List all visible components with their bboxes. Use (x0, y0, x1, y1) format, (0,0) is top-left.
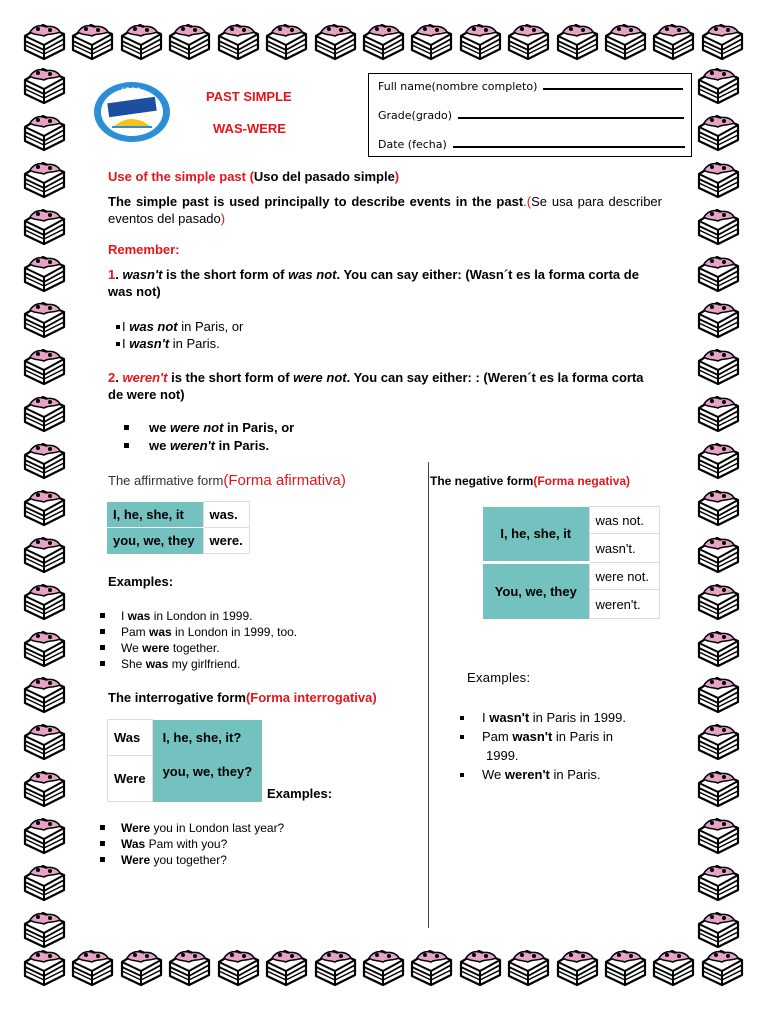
bullet-icon (460, 773, 464, 777)
cake-icon (696, 207, 742, 247)
cake-icon (313, 948, 359, 988)
cake-icon (361, 22, 407, 62)
cake-icon (458, 948, 504, 988)
list-item: I wasn't in Paris in 1999. (460, 708, 626, 727)
cake-icon (696, 441, 742, 481)
cake-icon (555, 948, 601, 988)
cake-icon (696, 582, 742, 622)
cake-icon (22, 582, 68, 622)
interrogative-examples-label: Examples: (267, 786, 333, 801)
date-label: Date (fecha) (378, 138, 447, 151)
grade-field[interactable] (458, 117, 684, 120)
cake-icon (22, 66, 68, 106)
student-info-box (368, 73, 692, 157)
interrogative-subject: I, he, she, it? (152, 720, 262, 756)
table-row (483, 563, 659, 590)
affirmative-subject: you, we, they (107, 528, 203, 554)
bullet-icon (460, 735, 464, 739)
cake-icon (119, 22, 165, 62)
right-cake-border (696, 66, 742, 950)
table-row (107, 502, 249, 528)
cake-icon (167, 22, 213, 62)
cake-icon (696, 910, 742, 950)
bullet-icon (100, 825, 105, 830)
cake-icon (22, 22, 68, 62)
cake-icon (696, 488, 742, 528)
list-item: We were together. (100, 640, 297, 656)
affirmative-heading: The affirmative form(Forma afirmativa) (108, 472, 346, 489)
cake-icon (22, 722, 68, 762)
cake-icon (555, 22, 601, 62)
cake-icon (506, 22, 552, 62)
cake-icon (458, 22, 504, 62)
cake-icon (22, 675, 68, 715)
cake-icon (506, 948, 552, 988)
grade-label: Grade(grado) (378, 109, 453, 122)
negative-form: were not. (589, 563, 659, 590)
cake-icon (696, 769, 742, 809)
use-heading: Use of the simple past (Uso del pasado simple) (108, 169, 400, 184)
cake-icon (22, 816, 68, 856)
affirmative-examples (100, 608, 297, 672)
bullet-icon (100, 857, 105, 862)
cake-icon (167, 948, 213, 988)
use-description: The simple past is used principally to describe events in the past.(Se usa para describer eventos del pasado) (108, 194, 662, 226)
list-item: She was my girlfriend. (100, 656, 297, 672)
cake-icon (696, 66, 742, 106)
negative-examples (460, 708, 626, 784)
cake-icon (696, 394, 742, 434)
remember-heading: Remember: (108, 242, 180, 257)
cake-icon (603, 22, 649, 62)
top-cake-border (22, 22, 746, 72)
interrogative-verb: Were (108, 756, 153, 802)
cake-icon (22, 910, 68, 950)
negative-form: weren't. (589, 590, 659, 619)
cake-icon (70, 22, 116, 62)
cake-icon (216, 22, 262, 62)
cake-icon (696, 863, 742, 903)
cake-icon (22, 160, 68, 200)
date-field[interactable] (453, 146, 685, 149)
list-item-continuation: 1999. (486, 748, 519, 763)
cake-icon (264, 948, 310, 988)
cake-icon (696, 629, 742, 669)
cake-icon (696, 113, 742, 153)
bottom-cake-border (22, 948, 746, 998)
interrogative-heading: The interrogative form(Forma interrogativa) (108, 690, 377, 705)
cake-icon (22, 113, 68, 153)
cake-icon (696, 254, 742, 294)
affirmative-verb: was. (203, 502, 249, 528)
cake-icon (119, 948, 165, 988)
cake-icon (409, 948, 455, 988)
negative-form: wasn't. (589, 534, 659, 563)
cake-icon (70, 948, 116, 988)
cake-icon (700, 948, 746, 988)
rule-1-example: I was not in Paris, or (116, 318, 243, 335)
cake-icon (22, 629, 68, 669)
logo-text: I.E.P.C. (122, 88, 142, 94)
negative-subject: I, he, she, it (483, 507, 589, 563)
list-item: Was Pam with you? (100, 836, 284, 852)
affirmative-subject: I, he, she, it (107, 502, 203, 528)
cake-icon (264, 22, 310, 62)
table-row (107, 528, 249, 554)
cake-icon (22, 394, 68, 434)
interrogative-verb: Was (108, 720, 153, 756)
bullet-icon (100, 629, 105, 634)
cake-icon (22, 300, 68, 340)
bullet-icon (460, 716, 464, 720)
rule-2-example: we weren't in Paris. (124, 437, 269, 454)
school-logo (92, 80, 172, 144)
negative-subject: You, we, they (483, 563, 589, 619)
page-subtitle: WAS-WERE (213, 121, 286, 136)
page-title: PAST SIMPLE (206, 89, 292, 104)
cake-icon (22, 863, 68, 903)
cake-icon (651, 948, 697, 988)
cake-icon (409, 22, 455, 62)
rule-1-example: I wasn't in Paris. (116, 335, 220, 352)
list-item: Pam wasn't in Paris in (460, 727, 626, 746)
cake-icon (651, 22, 697, 62)
list-item: We weren't in Paris. (460, 765, 626, 784)
table-row (483, 507, 659, 534)
list-item: Were you in London last year? (100, 820, 284, 836)
list-item: I was in London in 1999. (100, 608, 297, 624)
cake-icon (603, 948, 649, 988)
list-item: Were you together? (100, 852, 284, 868)
cake-icon (22, 488, 68, 528)
bullet-icon (124, 425, 129, 430)
negative-examples-label: Examples: (467, 670, 531, 685)
cake-icon (696, 816, 742, 856)
cake-icon (696, 675, 742, 715)
bullet-icon (100, 613, 105, 618)
negative-form: was not. (589, 507, 659, 534)
interrogative-examples (100, 820, 284, 868)
rule-1: 1. wasn't is the short form of was not. You can say either: (Wasn´t es la forma corta de was not) (108, 267, 639, 299)
rule-2: 2. weren't is the short form of were not. You can say either: : (Weren´t es la forma corta de were not) (108, 370, 644, 402)
cake-icon (700, 22, 746, 62)
cake-icon (22, 948, 68, 988)
cake-icon (313, 22, 359, 62)
cake-icon (696, 300, 742, 340)
cake-icon (22, 769, 68, 809)
affirmative-verb: were. (203, 528, 249, 554)
negative-heading: The negative form(Forma negativa) (430, 474, 631, 488)
bullet-icon (100, 645, 105, 650)
cake-icon (22, 441, 68, 481)
column-divider (428, 462, 429, 928)
left-cake-border (22, 66, 68, 950)
cake-icon (696, 160, 742, 200)
interrogative-table (107, 719, 263, 802)
interrogative-subject: you, we, they? (152, 756, 262, 802)
bullet-icon (116, 325, 120, 329)
full-name-field[interactable] (543, 88, 683, 91)
rule-2-example: we were not in Paris, or (124, 419, 294, 436)
cake-icon (696, 535, 742, 575)
affirmative-examples-label: Examples: (108, 574, 174, 589)
bullet-icon (100, 841, 105, 846)
bullet-icon (100, 661, 105, 666)
full-name-label: Full name(nombre completo) (378, 80, 538, 93)
cake-icon (22, 207, 68, 247)
list-item: Pam was in London in 1999, too. (100, 624, 297, 640)
bullet-icon (124, 443, 129, 448)
cake-icon (696, 347, 742, 387)
table-row (108, 756, 263, 802)
cake-icon (22, 347, 68, 387)
negative-table (483, 506, 660, 619)
cake-icon (216, 948, 262, 988)
cake-icon (696, 722, 742, 762)
bullet-icon (116, 342, 120, 346)
table-row (108, 720, 263, 756)
cake-icon (361, 948, 407, 988)
cake-icon (22, 254, 68, 294)
affirmative-table (107, 501, 250, 554)
cake-icon (22, 535, 68, 575)
